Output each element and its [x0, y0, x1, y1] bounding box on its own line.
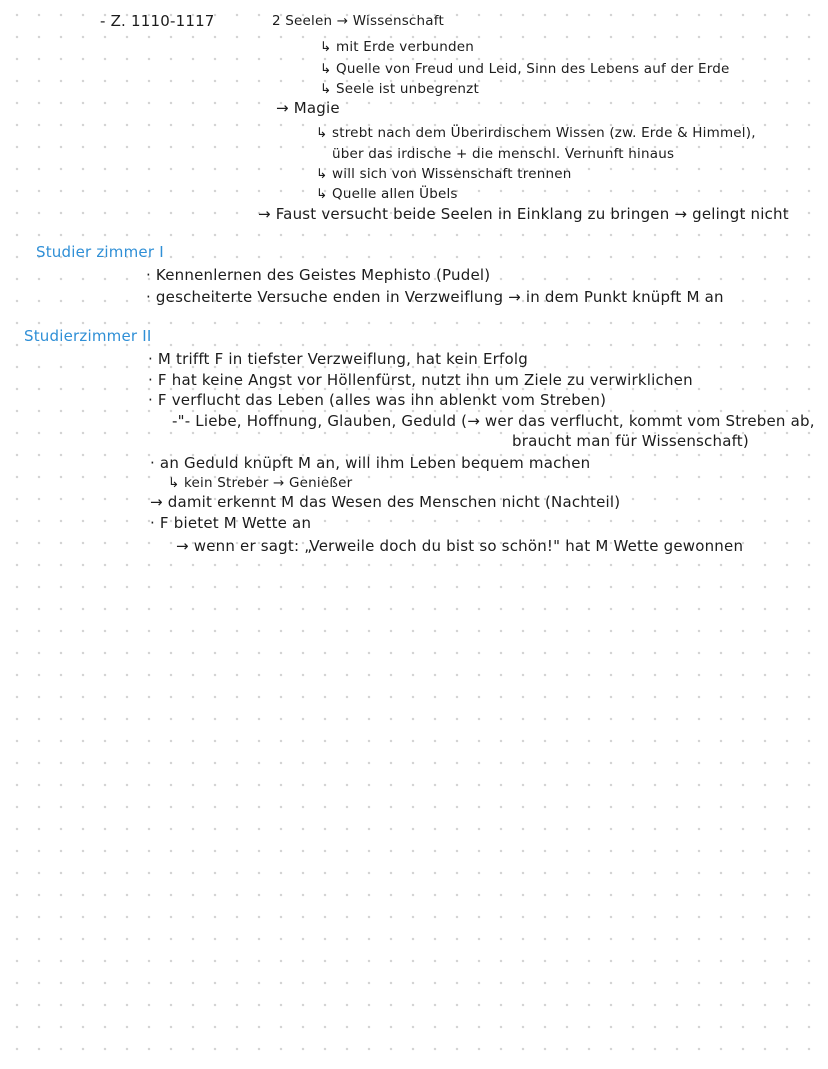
heading-studierzimmer-1: Studier zimmer I — [36, 243, 164, 261]
note-source-joy-sorrow: ↳ Quelle von Freud und Leid, Sinn des Lebens auf der Erde — [320, 61, 730, 77]
note-separate-science: ↳ will sich von Wissenschaft trennen — [316, 166, 572, 182]
note-earth-bound: ↳ mit Erde verbunden — [320, 39, 475, 55]
bullet-wager-condition: → wenn er sagt: „Verweile doch du bist so schön!" hat M Wette gewonnen — [176, 537, 744, 555]
bullet-patience: · an Geduld knüpft M an, will ihm Leben bequem machen — [150, 454, 591, 472]
note-source-evil: ↳ Quelle allen Übels — [316, 186, 458, 202]
note-magic: → Magie — [276, 99, 340, 117]
note-faust-harmony: → Faust versucht beide Seelen in Einklang zu bringen → gelingt nicht — [258, 205, 789, 223]
line-range: - Z. 1110-1117 — [100, 12, 215, 30]
note-soul-unlimited: ↳ Seele ist unbegrenzt — [320, 81, 479, 97]
bullet-love-hope: -"- Liebe, Hoffnung, Glauben, Geduld (→ wer das verflucht, kommt vom Streben ab, — [172, 412, 815, 430]
bullet-failed-attempts: · gescheiterte Versuche enden in Verzweiflung → in dem Punkt knüpft M an — [146, 288, 724, 306]
bullet-no-striver: ↳ kein Streber → Genießer — [168, 475, 353, 491]
note-beyond-earthly: über das irdische + die menschl. Vernunft hinaus — [332, 146, 675, 162]
heading-studierzimmer-2: Studierzimmer II — [24, 327, 152, 345]
bullet-misjudges-man: → damit erkennt M das Wesen des Menschen nicht (Nachteil) — [150, 493, 621, 511]
bullet-offers-wager: · F bietet M Wette an — [150, 514, 312, 532]
bullet-curses-life: · F verflucht das Leben (alles was ihn ablenkt vom Streben) — [148, 391, 607, 409]
bullet-m-meets-f: · M trifft F in tiefster Verzweiflung, hat kein Erfolg — [148, 350, 528, 368]
note-strives-supernatural: ↳ strebt nach dem Überirdischem Wissen (zw. Erde & Himmel), — [316, 125, 756, 141]
bullet-needed-for-science: braucht man für Wissenschaft) — [512, 432, 749, 450]
note-two-souls: 2 Seelen → Wissenschaft — [272, 13, 444, 29]
bullet-meeting-mephisto: · Kennenlernen des Geistes Mephisto (Pudel) — [146, 266, 491, 284]
bullet-no-fear: · F hat keine Angst vor Höllenfürst, nutzt ihn um Ziele zu verwirklichen — [148, 371, 693, 389]
